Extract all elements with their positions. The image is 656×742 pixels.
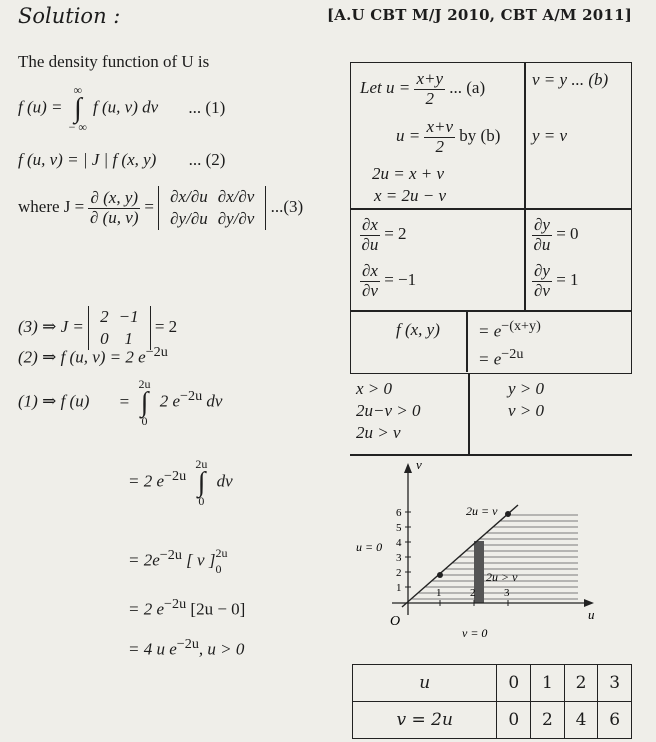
step-5 <box>128 546 227 577</box>
s6-tail: [2u − 0] <box>190 599 246 619</box>
table-head-2: 2 <box>564 665 598 702</box>
u-prefix: u = <box>396 126 421 146</box>
let-den: 2 <box>425 88 434 108</box>
jac-r1c2: ∂x/∂v <box>217 187 255 206</box>
step1-integrand: 2 e <box>159 391 181 411</box>
step1-dv: dv <box>206 391 223 411</box>
eq1-integral: ∞ ∫ − ∞ <box>68 83 87 135</box>
fxy-val: = e <box>478 321 502 341</box>
conditions-left <box>356 378 421 444</box>
line-2u-equals-v <box>402 505 518 607</box>
step1-upper: 2u <box>138 377 151 391</box>
line-label: 2u = v <box>466 504 498 518</box>
x-tick-2: 2 <box>470 587 476 599</box>
step2-text: (2) ⇒ f (u, v) = 2 e <box>18 347 146 367</box>
eq3-fraction <box>88 189 140 227</box>
u-tag: by (b) <box>459 126 501 146</box>
s7-exp: −2u <box>176 636 199 652</box>
section-title: Solution : <box>18 4 121 28</box>
s6-exp: −2u <box>164 596 187 612</box>
let-prefix: Let u = <box>360 78 411 98</box>
cond-v: v > 0 <box>508 401 545 420</box>
table-head-0: 0 <box>497 665 531 702</box>
det-b: −1 <box>118 307 139 326</box>
v-zero-label: v = 0 <box>462 626 488 640</box>
equation-2 <box>18 150 225 170</box>
step1-integral: 2u ∫ 0 <box>133 378 155 427</box>
u-axis-arrow <box>584 599 594 607</box>
s7-tail: , u > 0 <box>198 639 245 659</box>
s4-dv: dv <box>216 471 233 491</box>
s5-sub: 0 <box>215 561 222 576</box>
dydu-den: ∂u <box>533 234 551 254</box>
y-equals-v: y = v <box>532 126 568 145</box>
dydu-num: ∂y <box>534 215 550 234</box>
u-num: x+v <box>426 117 454 136</box>
s4-upper: 2u <box>195 457 208 471</box>
let-tag: ... (a) <box>449 78 486 98</box>
table-cell-6: 6 <box>598 702 632 739</box>
partial-y-u <box>532 216 579 254</box>
eq2-tag: ... (2) <box>188 150 226 169</box>
jacobian-matrix <box>158 186 266 230</box>
fxy-label: f (x, y) <box>396 320 440 339</box>
table-row-label: v = 2u <box>353 702 497 739</box>
s5-sup: 2u <box>215 546 228 560</box>
eq1-lhs: f (u) = <box>18 97 63 117</box>
det-d: 1 <box>124 329 133 348</box>
step-6 <box>128 596 245 620</box>
s4-lower: 0 <box>198 494 205 509</box>
step3-lhs: (3) ⇒ J = <box>18 316 84 336</box>
s4-text: = 2 e <box>128 471 165 491</box>
eq1-upper: ∞ <box>73 83 83 97</box>
s7-text: = 4 u e <box>128 639 177 659</box>
eq-x: x = 2u − v <box>374 186 447 205</box>
table-cell-4: 4 <box>564 702 598 739</box>
step-2 <box>18 344 168 368</box>
y-tick-6: 6 <box>396 507 402 519</box>
x-tick-3: 3 <box>504 587 510 599</box>
step-4 <box>128 458 233 507</box>
fxy-exp: −(x+y) <box>501 318 541 334</box>
v-equals-y: v = y ... (b) <box>532 70 609 89</box>
table-cell-0: 0 <box>497 702 531 739</box>
x-tick-1: 1 <box>436 587 442 599</box>
u-den: 2 <box>435 136 445 156</box>
det-c: 0 <box>100 329 109 348</box>
u-v-table <box>352 664 632 739</box>
dydv-val: = 1 <box>556 270 579 290</box>
table-head-3: 3 <box>598 665 632 702</box>
v-axis-arrow <box>404 463 412 473</box>
dydv-num: ∂y <box>534 261 550 280</box>
partial-y-v <box>532 262 579 300</box>
eq1-tag: ... (1) <box>188 97 226 117</box>
eq2-text: f (u, v) = | J | f (x, y) <box>18 150 157 169</box>
cond-2u-gt-v: 2u > v <box>356 423 401 442</box>
dxdv-val: = −1 <box>384 270 417 290</box>
eq3-den: ∂ (u, v) <box>90 207 139 227</box>
point-3-6 <box>505 511 511 517</box>
step1-exp: −2u <box>180 387 203 404</box>
step1-lower: 0 <box>141 414 148 429</box>
point-1-2 <box>437 572 443 578</box>
exam-reference: [A.U CBT M/J 2010, CBT A/M 2011] <box>326 6 632 24</box>
origin-label: O <box>390 614 401 629</box>
eq-2u: 2u = x + v <box>372 164 445 183</box>
s6-text: = 2 e <box>128 599 165 619</box>
partial-x-u <box>360 216 407 254</box>
s4-exp: −2u <box>164 467 187 484</box>
s5-exp: −2u <box>159 546 182 563</box>
y-tick-4: 4 <box>396 537 402 549</box>
axis-v-label: v <box>416 457 422 472</box>
fxy-value-2 <box>478 346 523 370</box>
u-zero-label: u = 0 <box>356 540 383 554</box>
dxdv-den: ∂v <box>362 280 378 300</box>
jac-r2c2: ∂y/∂v <box>217 209 255 228</box>
eq1-lower: − ∞ <box>68 120 87 135</box>
equation-1 <box>18 84 225 133</box>
table-head-1: 1 <box>531 665 565 702</box>
dydv-den: ∂v <box>534 280 550 300</box>
s5-bracket: [ v ] <box>186 550 216 570</box>
s5-text: = 2e <box>128 550 160 570</box>
jac-r1c1: ∂x/∂u <box>170 187 208 206</box>
step2-exp: −2u <box>145 344 168 360</box>
dydu-val: = 0 <box>556 224 579 244</box>
jac-r2c1: ∂y/∂u <box>170 209 208 228</box>
u-fraction <box>424 118 455 156</box>
s4-integral: 2u ∫ 0 <box>190 458 212 507</box>
y-tick-3: 3 <box>396 552 402 564</box>
det-a: 2 <box>100 307 109 326</box>
y-tick-5: 5 <box>396 522 402 534</box>
dxdu-num: ∂x <box>362 215 378 234</box>
step-7 <box>128 636 244 660</box>
conditions-right <box>508 378 544 422</box>
dxdv-num: ∂x <box>362 261 378 280</box>
y-tick-2: 2 <box>396 567 402 579</box>
step-1 <box>18 378 222 427</box>
intro-text: The density function of U is <box>18 52 210 71</box>
region-label: 2u > v <box>486 570 518 584</box>
cond-2u-v: 2u−v > 0 <box>356 401 421 420</box>
dxdu-den: ∂u <box>361 234 379 254</box>
eq3-where: where J = <box>18 196 85 216</box>
axis-u-label: u <box>588 607 595 622</box>
dxdu-val: = 2 <box>384 224 407 244</box>
equation-3: where J = $\frac{\partial (x, y)}{\partial (u, v)}$ = ∂x/∂u ∂x/∂v ∂y/∂u ∂y/∂v ...(3) <box>18 187 304 228</box>
step1-lhs: (1) ⇒ f (u) <box>18 391 90 411</box>
let-fraction <box>414 70 445 108</box>
region-graph <box>350 455 632 655</box>
fxy-val2: = e <box>478 349 502 369</box>
eq3-tag: ...(3) <box>270 196 304 216</box>
table-head-u: u <box>353 665 497 702</box>
fxy-value <box>478 318 541 342</box>
y-tick-1: 1 <box>396 582 402 594</box>
let-u-definition <box>360 70 485 108</box>
cond-y: y > 0 <box>508 379 545 398</box>
partial-x-v <box>360 262 416 300</box>
u-substituted <box>396 118 500 156</box>
eq3-num: ∂ (x, y) <box>90 187 139 207</box>
step3-rhs: = 2 <box>154 316 178 336</box>
let-num: x+y <box>416 69 444 88</box>
integration-strip <box>474 541 484 603</box>
cond-x: x > 0 <box>356 379 393 398</box>
eq1-integrand: f (u, v) dv <box>93 97 159 117</box>
fxy-exp2: −2u <box>501 346 524 362</box>
table-cell-2: 2 <box>531 702 565 739</box>
step1-eq: = <box>119 391 130 411</box>
